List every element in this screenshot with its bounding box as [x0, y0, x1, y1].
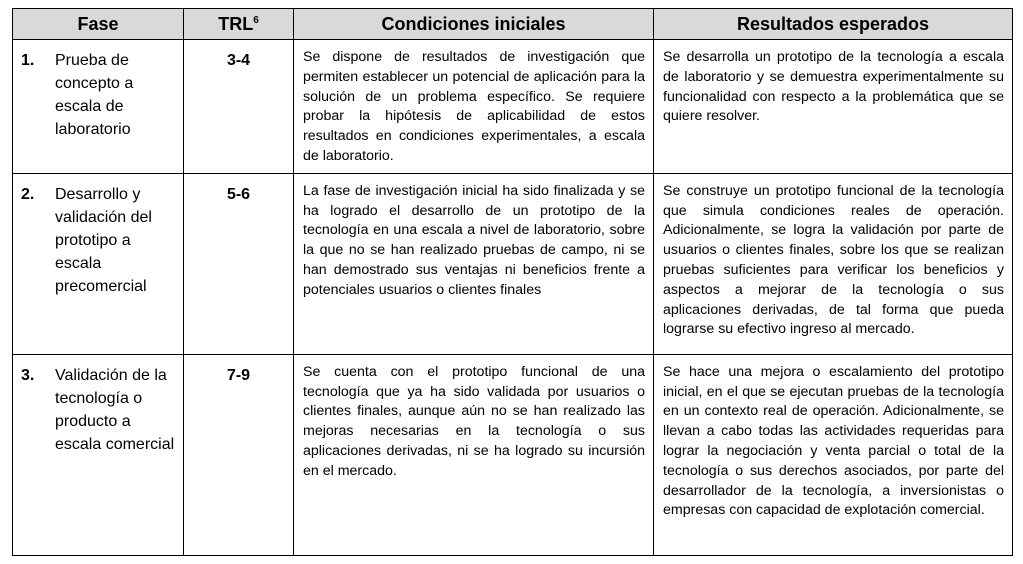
expected-results-cell: Se desarrolla un prototipo de la tecnología a escala de laboratorio y se demuestra experimentalmente su funcionalidad con respecto a la problemática que se quiere resolver.: [654, 40, 1013, 174]
trl-value: 5-6: [184, 173, 294, 354]
table-row: [13, 40, 1013, 174]
table-body: [13, 40, 1013, 556]
phase-wrap: [21, 364, 179, 456]
initial-conditions-cell: Se dispone de resultados de investigación que permiten establecer un potencial de aplicación para la solución de un problema específico. Se requiere probar la hipótesis de aplicabilidad de estos resultados en condiciones experimentales, a escala de laboratorio.: [294, 40, 654, 174]
table-row: [13, 173, 1013, 354]
initial-conditions-cell: La fase de investigación inicial ha sido finalizada y se ha logrado el desarrollo de un prototipo de la tecnología en una escala a nivel de laboratorio, sobre la que no se han realizado pruebas de campo, ni se han demostrado sus ventajas ni beneficios frente a potenciales usuarios o clientes finales: [294, 173, 654, 354]
phase-name: Prueba de concepto a escala de laboratorio: [55, 52, 134, 138]
header-phase: Fase: [13, 9, 184, 40]
header-trl: [184, 9, 294, 40]
phase-name: Desarrollo y validación del prototipo a escala precomercial: [55, 185, 152, 295]
phase-cell: [13, 354, 184, 555]
phase-cell: [13, 173, 184, 354]
phase-cell: [13, 40, 184, 174]
phase-name: Validación de la tecnología o producto a escala comercial: [55, 366, 175, 453]
phase-number: 1.: [21, 52, 35, 69]
expected-results-cell: Se construye un prototipo funcional de la tecnología que simula condiciones reales de operación. Adicionalmente, se logra la validación por parte de usuarios o clientes finales, sobre los que se realizan pruebas suficientes para verificar los beneficios y aspectos a mejorar de la tecnología o sus aplicaciones derivadas, de tal forma que pueda lograrse su efectivo ingreso al mercado.: [654, 173, 1013, 354]
header-expected-results: Resultados esperados: [654, 9, 1013, 40]
phase-wrap: [21, 183, 179, 298]
header-row: [13, 9, 1013, 40]
header-initial-conditions: Condiciones iniciales: [294, 9, 654, 40]
header-trl-footnote: 6: [253, 14, 259, 26]
table-header: [13, 9, 1013, 40]
trl-phases-table: [12, 8, 1013, 556]
phase-number: 3.: [21, 366, 35, 384]
table-row: [13, 354, 1013, 555]
expected-results-cell: Se hace una mejora o escalamiento del prototipo inicial, en el que se ejecutan pruebas de la tecnología en un contexto real de operación. Adicionalmente, se llevan a cabo todas las actividades requeridas para lograr la negociación y venta parcial o total de la tecnología o sus derechos asociados, por parte del desarrollador de la tecnología, a inversionistas o empresas con capacidad de explotación comercial.: [654, 354, 1013, 555]
phase-number: 2.: [21, 185, 35, 203]
trl-value: 3-4: [184, 40, 294, 174]
phase-wrap: [21, 49, 179, 141]
header-trl-label: TRL: [218, 13, 254, 34]
trl-value: 7-9: [184, 354, 294, 555]
initial-conditions-cell: Se cuenta con el prototipo funcional de una tecnología que ya ha sido validada por usuarios o clientes finales, aunque aún no se han realizado las mejoras necesarias en la tecnología o sus aplicaciones derivadas, ni se ha logrado su incursión en el mercado.: [294, 354, 654, 555]
